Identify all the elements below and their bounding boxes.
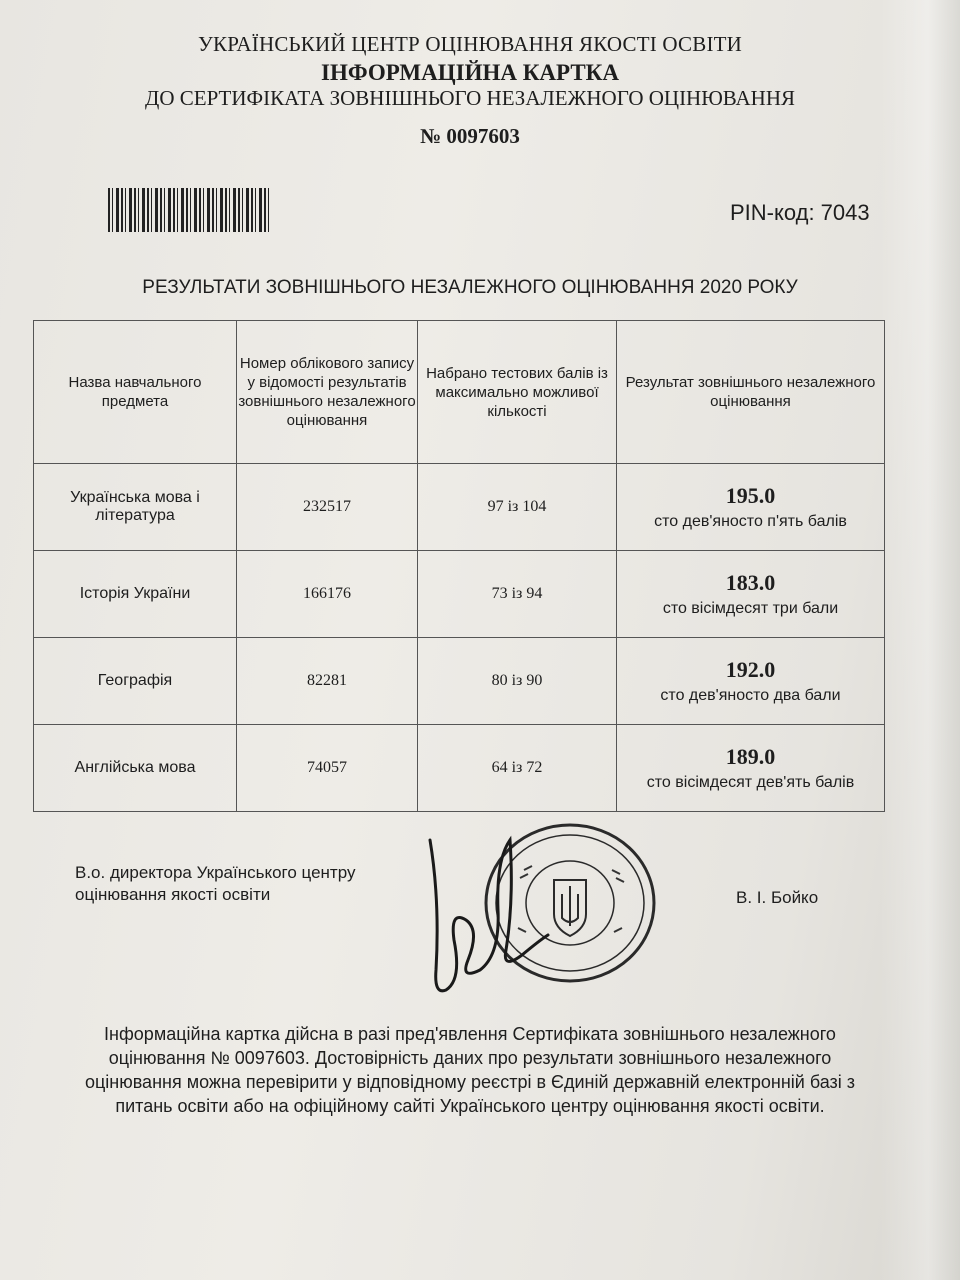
table-row: [34, 551, 885, 638]
document-title: ІНФОРМАЦІЙНА КАРТКА: [321, 60, 619, 85]
subject-cell: Географія: [34, 638, 237, 725]
points-cell: 80 із 90: [418, 638, 617, 725]
score-value: 189.0: [725, 744, 776, 769]
score-value: 192.0: [725, 657, 776, 682]
document-number: № 0097603: [420, 124, 520, 148]
table-header-row: [34, 321, 885, 464]
director-name: В. І. Бойко: [736, 888, 819, 907]
header-result: Результат зовнішнього незалежного оцінювання: [617, 321, 885, 464]
signature-icon: [410, 820, 560, 1010]
points-cell: 73 із 94: [418, 551, 617, 638]
subject-cell: Англійська мова: [34, 725, 237, 812]
result-cell: [617, 638, 885, 725]
record-cell: 74057: [237, 725, 418, 812]
header-subject: Назва навчального предмета: [34, 321, 237, 464]
subject-cell: Історія України: [34, 551, 237, 638]
score-words: сто дев'яносто п'ять балів: [654, 513, 847, 530]
record-cell: 232517: [237, 464, 418, 551]
header-record: Номер облікового запису у відомості результатів зовнішнього незалежного оцінювання: [237, 321, 418, 464]
result-cell: [617, 725, 885, 812]
result-cell: [617, 551, 885, 638]
score-words: сто вісімдесят дев'ять балів: [646, 774, 855, 791]
results-title: РЕЗУЛЬТАТИ ЗОВНІШНЬОГО НЕЗАЛЕЖНОГО ОЦІНЮВАННЯ 2020 РОКУ: [142, 277, 798, 298]
score-words: сто вісімдесят три бали: [662, 600, 839, 617]
subject-cell: Українська мова і література: [34, 464, 237, 551]
organization-name: УКРАЇНСЬКИЙ ЦЕНТР ОЦІНЮВАННЯ ЯКОСТІ ОСВІТИ: [197, 32, 743, 56]
score-value: 195.0: [725, 483, 776, 508]
pin-code: PIN-код: 7043: [730, 200, 870, 225]
score-value: 183.0: [725, 570, 776, 595]
director-position: В.о. директора Українського центру оцінювання якості освіти: [75, 863, 356, 904]
table-row: [34, 725, 885, 812]
header-points: Набрано тестових балів із максимально можливої кількості: [418, 321, 617, 464]
points-cell: 64 із 72: [418, 725, 617, 812]
validity-note: Інформаційна картка дійсна в разі пред'явлення Сертифіката зовнішнього незалежного оцінювання № 0097603. Достовірність даних про результати зовнішнього незалежного оцінювання можна перевірити у відповідному реєстрі в Єдиній державній електронній базі з питань освіти або на офіційному сайті Українського центру оцінювання якості освіти.: [84, 1024, 856, 1116]
results-table: [33, 320, 885, 812]
barcode: [108, 188, 270, 232]
record-cell: 166176: [237, 551, 418, 638]
table-row: [34, 638, 885, 725]
score-words: сто дев'яносто два бали: [660, 687, 841, 704]
document-subtitle: ДО СЕРТИФІКАТА ЗОВНІШНЬОГО НЕЗАЛЕЖНОГО ОЦІНЮВАННЯ: [145, 86, 795, 110]
table-row: [34, 464, 885, 551]
result-cell: [617, 464, 885, 551]
points-cell: 97 із 104: [418, 464, 617, 551]
record-cell: 82281: [237, 638, 418, 725]
plastic-sleeve-fold: [880, 0, 960, 1280]
